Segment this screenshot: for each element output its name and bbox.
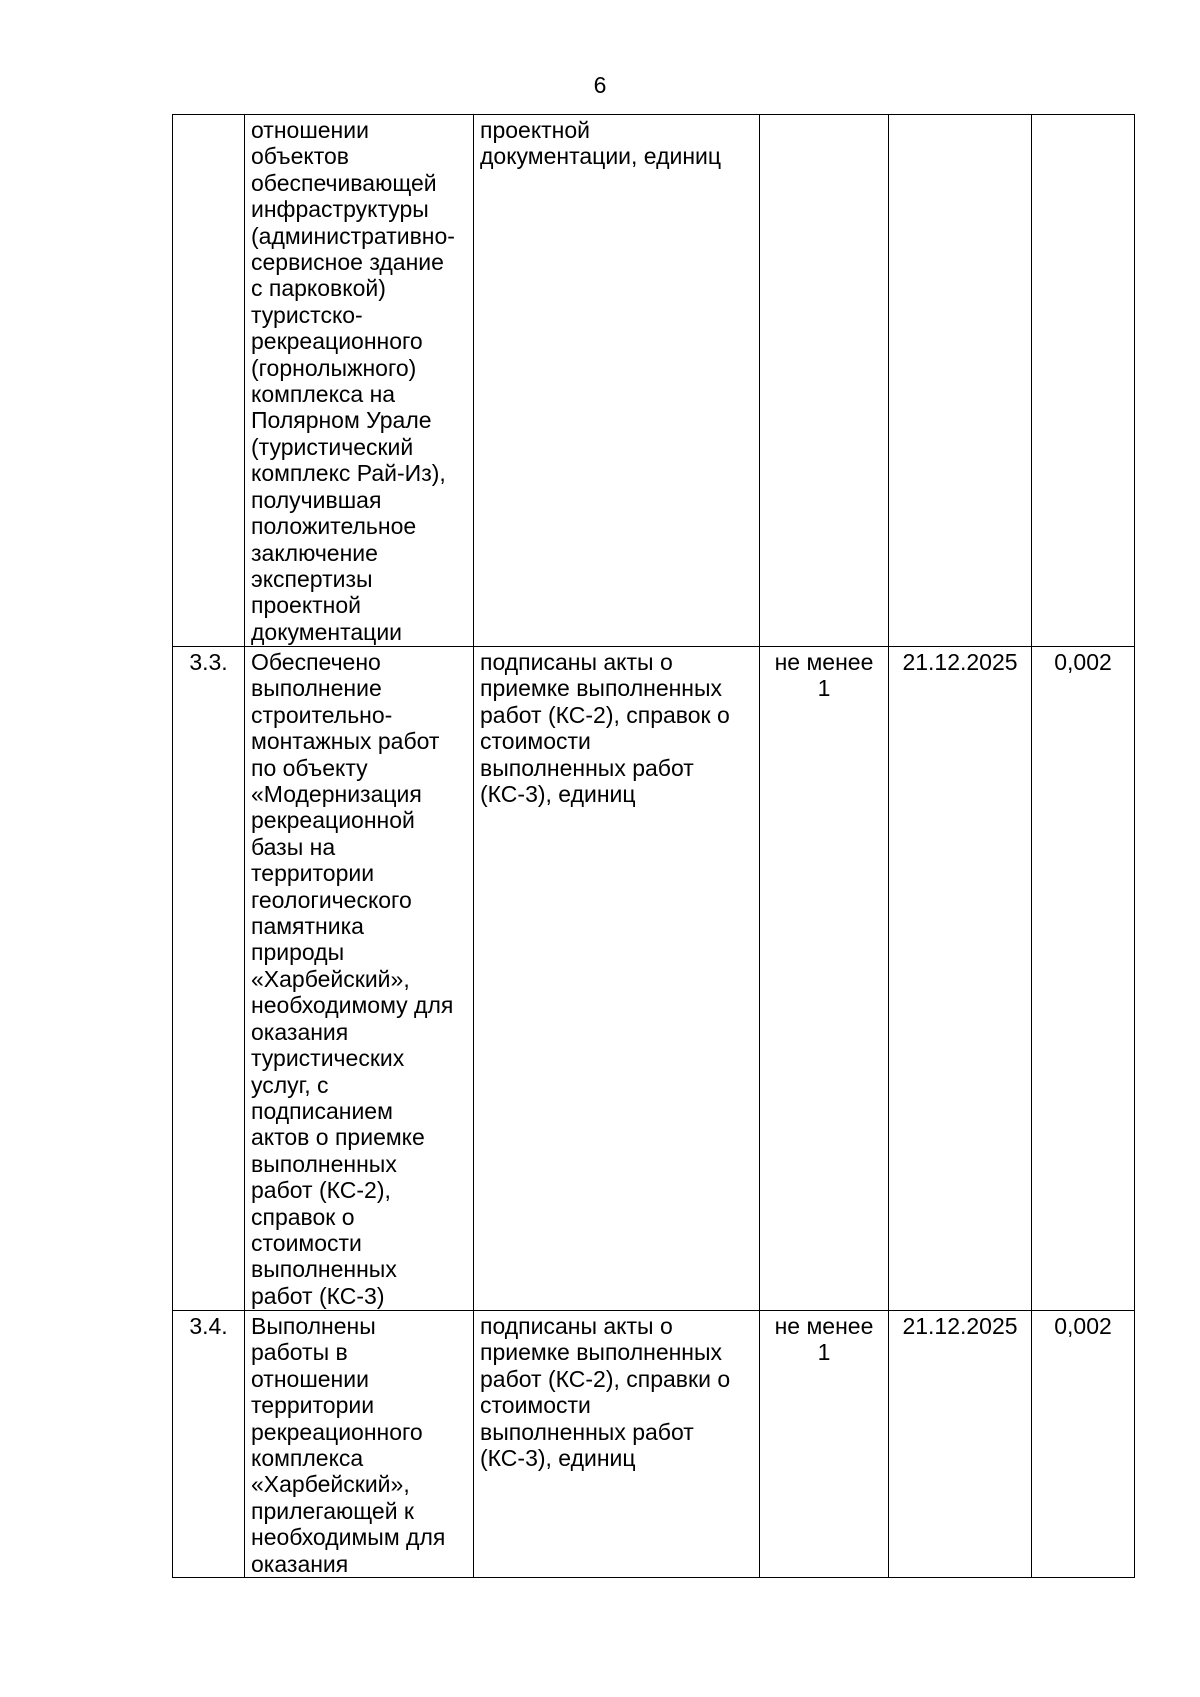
result-description-cell-line: положительное [251, 513, 417, 540]
result-description-cell-line: заключение [251, 539, 378, 566]
result-description-cell-line: работы в [251, 1339, 348, 1366]
indicator-name-cell-line: проектной [480, 117, 591, 143]
result-description-cell-line: Полярном Урале [251, 407, 432, 434]
indicator-name-cell-line: работ (КС-2), справки о [480, 1365, 731, 1392]
row-number-cell [173, 115, 245, 647]
result-description-cell [245, 647, 474, 1311]
indicator-name-cell-line: (КС-3), единиц [480, 781, 636, 808]
result-description-cell-line: актов о приемке [251, 1124, 425, 1151]
result-description-cell [245, 115, 474, 647]
result-description-cell-line: отношении [251, 117, 369, 143]
result-description-cell-line: комплекс Рай-Из), [251, 460, 446, 487]
result-description-cell-line: объектов [251, 143, 349, 170]
result-description-cell-line: рекреационного [251, 328, 423, 355]
amount-cell: 0,002 [1032, 647, 1135, 1311]
indicator-value-cell [760, 1311, 889, 1578]
indicator-name-cell-line: (КС-3), единиц [480, 1445, 636, 1472]
result-description-cell-line: выполненных [251, 1150, 397, 1177]
result-description-cell-line: выполненных [251, 1256, 397, 1283]
row-number-cell: 3.3. [173, 647, 245, 1311]
amount-cell: 0,002 [1032, 1311, 1135, 1578]
indicator-value-cell-line: 1 [817, 1339, 831, 1366]
result-description-cell-line: территории [251, 860, 375, 887]
result-description-cell-line: Обеспечено [251, 649, 381, 675]
indicator-name-cell [474, 647, 760, 1311]
result-description-cell-line: (туристический [251, 433, 414, 460]
result-description-cell-line: выполнение [251, 675, 382, 702]
result-description-cell-line: услуг, с [251, 1071, 329, 1098]
result-description-cell-line: строительно- [251, 701, 393, 728]
result-description-cell-line: проектной [251, 592, 362, 619]
indicator-name-cell-line: приемке выполненных [480, 1339, 723, 1366]
table-row [173, 647, 1135, 1311]
deadline-date-cell [889, 115, 1032, 647]
result-description-cell-line: обеспечивающей [251, 169, 437, 196]
result-description-cell-line: «Харбейский», [251, 965, 410, 992]
result-description-cell-line: базы на [251, 833, 336, 860]
result-description-cell-line: по объекту [251, 754, 368, 781]
result-description-cell-line: документации [251, 618, 403, 645]
result-description-cell-line: памятника [251, 913, 364, 940]
indicator-value-cell-line: 1 [817, 675, 831, 702]
result-description-cell-line: геологического [251, 886, 412, 913]
row-number-cell: 3.4. [173, 1311, 245, 1578]
result-description-cell-line: (горнолыжного) [251, 354, 417, 381]
indicator-name-cell-line: выполненных работ [480, 754, 694, 781]
table-body [173, 115, 1135, 1578]
result-description-cell-line: Выполнены [251, 1313, 376, 1339]
result-description-cell-line: отношении [251, 1365, 369, 1392]
indicator-value-cell [760, 647, 889, 1311]
result-description-cell-line: с парковкой) [251, 275, 386, 302]
indicator-name-cell [474, 1311, 760, 1578]
result-description-cell-line: экспертизы [251, 565, 373, 592]
result-description-cell-line: сервисное здание [251, 249, 444, 276]
indicator-name-cell-line: стоимости [480, 728, 591, 755]
deadline-date-cell: 21.12.2025 [889, 647, 1032, 1311]
result-description-cell-line: подписанием [251, 1097, 393, 1124]
indicator-name-cell-line: работ (КС-2), справок о [480, 701, 730, 728]
result-description-cell-line: комплекса [251, 1445, 364, 1472]
indicator-name-cell-line: стоимости [480, 1392, 591, 1419]
result-description-cell-line: монтажных работ [251, 728, 440, 755]
result-description-cell-line: туристско- [251, 301, 363, 328]
result-description-cell-line: рекреационной [251, 807, 415, 834]
result-description-cell-line: оказания [251, 1550, 349, 1577]
result-description-cell-line: прилегающей к [251, 1497, 414, 1524]
indicator-name-cell-line: документации, единиц [480, 143, 722, 170]
result-description-cell-line: (административно- [251, 222, 455, 249]
result-description-cell-line: стоимости [251, 1229, 362, 1256]
result-description-cell-line: получившая [251, 486, 382, 513]
result-description-cell-line: работ (КС-3) [251, 1282, 385, 1309]
result-description-cell-line: оказания [251, 1018, 349, 1045]
deadline-date-cell: 21.12.2025 [889, 1311, 1032, 1578]
page-number: 6 [593, 72, 607, 98]
result-description-cell-line: природы [251, 939, 345, 966]
indicator-name-cell-line: подписаны акты о [480, 1313, 673, 1339]
result-description-cell-line: необходимому для [251, 992, 454, 1019]
result-description-cell-line: территории [251, 1392, 375, 1419]
indicator-name-cell-line: выполненных работ [480, 1418, 694, 1445]
indicator-name-cell-line: подписаны акты о [480, 649, 673, 675]
result-description-cell-line: комплекса на [251, 381, 396, 408]
result-description-cell-line: «Модернизация [251, 781, 422, 808]
indicator-name-cell-line: приемке выполненных [480, 675, 723, 702]
result-description-cell-line: инфраструктуры [251, 196, 429, 223]
amount-cell [1032, 115, 1135, 647]
result-description-cell-line: рекреационного [251, 1418, 423, 1445]
result-description-cell-line: работ (КС-2), [251, 1177, 391, 1204]
result-description-cell-line: «Харбейский», [251, 1471, 410, 1498]
indicator-value-cell-line: не менее [774, 1313, 874, 1339]
result-description-cell-line: справок о [251, 1203, 355, 1230]
indicator-name-cell [474, 115, 760, 647]
indicator-value-cell [760, 115, 889, 647]
table-row [173, 1311, 1135, 1578]
result-description-cell-line: необходимым для [251, 1524, 446, 1551]
result-description-cell [245, 1311, 474, 1578]
indicators-table [172, 114, 1135, 1578]
table-row [173, 115, 1135, 647]
indicator-value-cell-line: не менее [774, 649, 874, 675]
result-description-cell-line: туристических [251, 1045, 405, 1072]
